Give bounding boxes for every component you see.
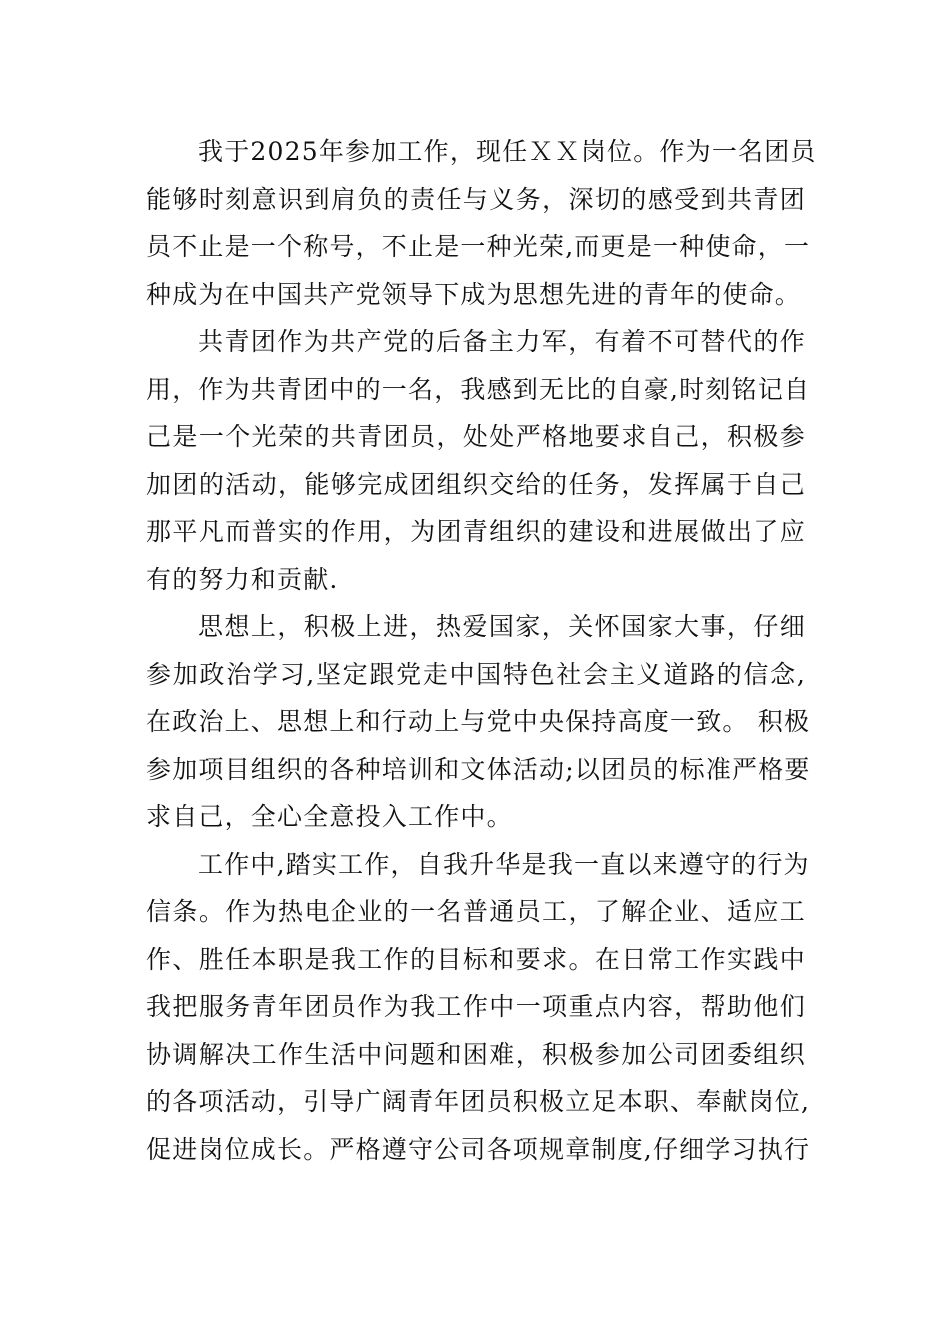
text-line: 在政治上、思想上和行动上与党中央保持高度一致。 积极 bbox=[146, 707, 811, 736]
text-line: 己是一个光荣的共青团员，处处严格地要求自己，积极参 bbox=[146, 422, 806, 451]
text-line: 种成为在中国共产党领导下成为思想先进的青年的使命。 bbox=[146, 279, 802, 309]
text-line: 求自己，全心全意投入工作中。 bbox=[146, 802, 513, 831]
text-line: 促进岗位成长。严格遵守公司各项规章制度,仔细学习执行 bbox=[146, 1134, 811, 1164]
text-line: 作、胜任本职是我工作的目标和要求。在日常工作实践中 bbox=[146, 944, 806, 974]
text-line: 共青团作为共产党的后备主力军，有着不可替代的作 bbox=[198, 327, 806, 356]
paragraph-1 bbox=[146, 128, 817, 318]
text-line: 我把服务青年团员作为我工作中一项重点内容，帮助他们 bbox=[146, 992, 806, 1021]
text-line: 参加政治学习,坚定跟党走中国特色社会主义道路的信念, bbox=[146, 659, 806, 689]
text-line: 参加项目组织的各种培训和文体活动;以团员的标准严格要 bbox=[146, 754, 811, 784]
text-line: 有的努力和贡献. bbox=[146, 564, 339, 594]
text-line: 信条。作为热电企业的一名普通员工，了解企业、适应工 bbox=[146, 897, 806, 926]
paragraph-2 bbox=[146, 318, 811, 603]
text-line: 能够时刻意识到肩负的责任与义务，深切的感受到共青团 bbox=[146, 184, 806, 214]
text-line: 的各项活动，引导广阔青年团员积极立足本职、奉献岗位, bbox=[146, 1087, 811, 1116]
text-line: 用，作为共青团中的一名，我感到无比的自豪,时刻铭记自 bbox=[146, 374, 811, 404]
text-line: 工作中,踏实工作，自我升华是我一直以来遵守的行为 bbox=[198, 849, 810, 879]
text-line: 思想上，积极上进，热爱国家，关怀国家大事，仔细 bbox=[198, 612, 806, 641]
paragraph-4 bbox=[146, 841, 811, 1174]
text-line: 我于2025年参加工作，现任ＸＸ岗位。作为一名团员 bbox=[198, 137, 817, 166]
paragraph-3 bbox=[146, 603, 811, 841]
text-line: 员不止是一个称号，不止是一种光荣,而更是一种使命，一 bbox=[146, 232, 811, 261]
text-line: 加团的活动，能够完成团组织交给的任务，发挥属于自己 bbox=[146, 469, 806, 499]
document-body bbox=[146, 128, 817, 1173]
text-line: 协调解决工作生活中问题和困难，积极参加公司团委组织 bbox=[146, 1039, 806, 1069]
text-line: 那平凡而普实的作用，为团青组织的建设和进展做出了应 bbox=[146, 517, 806, 546]
